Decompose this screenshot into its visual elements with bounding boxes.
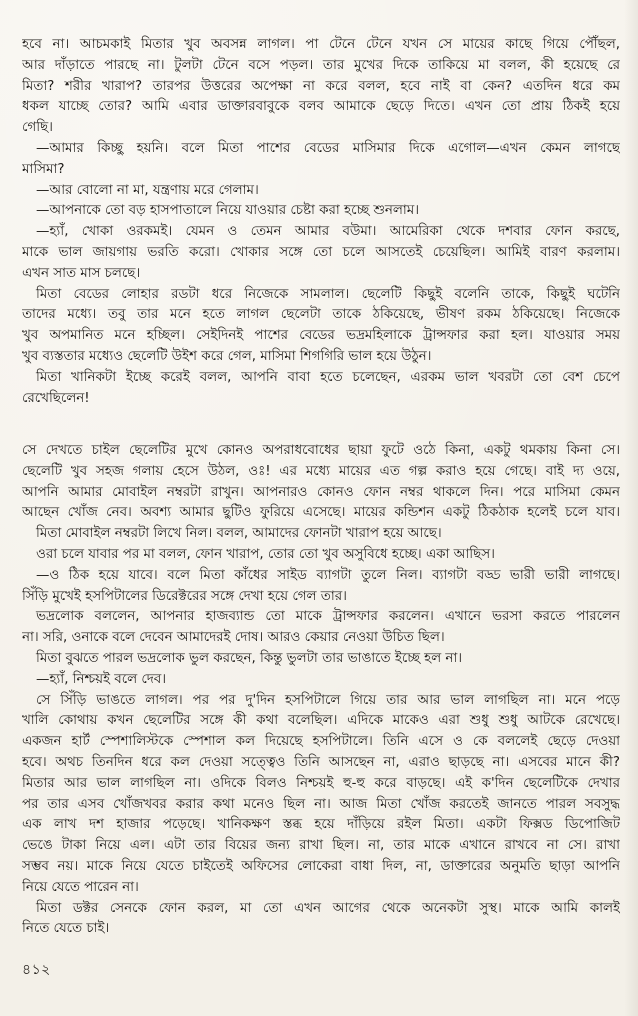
text-line: মিতা ডক্টর সেনকে ফোন করল, মা তো এখন আগের থেকে অনেকটা সুস্থ। মাকে আমি কালই	[36, 900, 620, 916]
text-block-upper	[22, 35, 620, 409]
text-line: —আর বোলো না মা, যন্ত্রণায় মরে গেলাম।	[36, 182, 259, 198]
text-line: রেখেছিলেন!	[22, 390, 90, 406]
text-line: মিতা? শরীর খারাপ? তারপর উত্তরের অপেক্ষা না করে বলল, হবে নাই বা কেন? এতদিন ধরে কম	[22, 78, 620, 94]
text-line: এক লাখ দশ হাজার পড়েছে। খানিকক্ষণ স্তব্ধ হয়ে দাঁড়িয়ে রইল মিতা। একটা ফিক্সড ডিপোজিট	[22, 817, 620, 833]
text-line: ছেলেটি খুব সহজ গলায় হেসে উঠল, ওঃ! এর মধ্যে মায়ের এত গল্প করাও হয়ে গেছে। বাই দ্য ওয়ে,	[22, 463, 620, 479]
text-block-lower	[22, 441, 620, 940]
text-line: মাকে ভাল জায়গায় ভরতি করো। খোকার সঙ্গে তো চলে আসতেই চেয়েছিল। আমিই বারণ করলাম।	[22, 244, 620, 260]
text-line: আছেন খোঁজ নেব। অবশ্য আমার ছুটিও ফুরিয়ে এসেছে। মায়ের কন্ডিশন একটু ঠিকঠাক হলেই চলে যাব।	[22, 505, 620, 521]
text-line: হবে। অথচ তিনদিন ধরে কল দেওয়া সত্ত্বেও তিনি আসছেন না, এরাও ছাড়ছে না। এসবের মানে কী?	[22, 754, 620, 770]
text-line: মিতা বুঝতে পারল ভদ্রলোক ভুল করছেন, কিন্তু ভুলটা তার ভাঙাতে ইচ্ছে হল না।	[36, 650, 463, 666]
text-line: —হ্যাঁ, খোকা ওরকমই। যেমন ও তেমন আমার বউমা। আমেরিকা থেকে দশবার ফোন করছে,	[36, 224, 620, 240]
text-line: সম্ভব নয়। মাকে নিয়ে যেতে চাইতেই অফিসের লোকেরা বাধা দিল, না, ডাক্তারের অনুমতি ছাড়া আপনি	[22, 858, 620, 874]
text-line: মিতা খানিকটা ইচ্ছে করেই বলল, আপনি বাবা হতে চলেছেন, এরকম ভাল খবরটা তো বেশ চেপে	[36, 369, 620, 385]
text-line: তাদের মধ্যে। তবু তার মনে হতে লাগল ছেলেটা তাকে ঠকিয়েছে, ভীষণ রকম ঠকিয়েছে। নিজেকে	[22, 307, 620, 323]
text-line: মিতা মোবাইল নম্বরটা লিখে নিল। বলল, আমাদের ফোনটা খারাপ হয়ে আছে।	[36, 526, 442, 542]
text-line: মিতার আর ভাল লাগছিল না। ওদিকে বিলও নিশ্চয়ই হু-হু করে বাড়ছে। এই ক'দিন ছেলেটিকে দেখার	[22, 775, 620, 791]
text-line: ভদ্রলোক বললেন, আপনার হাজব্যান্ড তো মাকে ট্রান্সফার করলেন। এখানে ভরসা করতে পারলেন	[36, 609, 620, 625]
text-line: গেছি।	[22, 120, 53, 136]
text-line: খালি কোথায় কখন ছেলেটির সঙ্গে কী কথা বলেছিল। এদিকে মাকেও এরা শুধু শুধু আটকে রেখেছে।	[22, 713, 620, 729]
page-edge-shadow	[624, 0, 638, 1016]
text-line: আর দাঁড়াতে পারছে না। টুলটা টেনে বসে পড়ল। তার মুখের দিকে তাকিয়ে মা বলল, কী হয়েছে রে	[22, 57, 620, 73]
text-line: মিতা বেডের লোহার রডটা ধরে নিজেকে সামলাল। ছেলেটি কিছুই বলেনি তাকে, কিছুই ঘটেনি	[36, 286, 620, 302]
text-line: —আমার কিচ্ছু হয়নি। বলে মিতা পাশের বেডের মাসিমার দিকে এগোল—এখন কেমন লাগছে	[36, 140, 620, 156]
text-line: ওরা চলে যাবার পর মা বলল, ফোন খারাপ, তোর তো খুব অসুবিধে হচ্ছে। একা আছিস।	[36, 546, 495, 562]
text-line: সে সিঁড়ি ভাঙতে লাগল। পর পর দু'দিন হসপিটালে গিয়ে তার আর ভাল লাগছিল না। মনে পড়ে	[36, 692, 620, 708]
text-line: হবে না। আচমকাই মিতার খুব অবসন্ন লাগল। পা টেনে টেনে যখন সে মায়ের কাছে গিয়ে পৌঁছল,	[22, 37, 620, 52]
text-line: আপনি আমার মোবাইল নম্বরটা রাখুন। আপনারও কোনও ফোন নম্বর থাকলে দিন। পরে মাসিমা কেমন	[22, 484, 620, 500]
text-line: ধকল যাচ্ছে তোর? আমি এবার ডাক্তারবাবুকে বলব আমাকে ছেড়ে দিতে। এখন তো প্রায় ঠিকই হয়ে	[22, 99, 620, 115]
text-line: সে দেখতে চাইল ছেলেটির মুখে কোনও অপরাধবোধের ছায়া ফুটে ওঠে কিনা, একটু থমকায় কিনা সে।	[22, 443, 620, 458]
text-line: নিতে যেতে চাই।	[22, 921, 110, 937]
text-line: ভেঙে টাকা নিয়ে এল। এটা তার বিয়ের জন্য রাখা ছিল। না, তার মাকে এখানে রাখবে না সে। রাখা	[22, 838, 620, 854]
text-line: এখন সাত মাস চলছে।	[22, 265, 141, 281]
text-line: মাসিমা?	[22, 161, 65, 177]
text-line: একজন হার্ট স্পেশালিস্টকে স্পেশাল কল দিয়েছে হসপিটালে। তিনি এসে ও কে বললেই ছেড়ে দেওয়া	[22, 734, 620, 750]
text-line: খুব অপমানিত মনে হচ্ছিল। সেইদিনই পাশের বেডের ভদ্রমহিলাকে ট্রান্সফার করা হল। যাওয়ার সময়	[22, 328, 620, 344]
text-line: —আপনাকে তো বড় হাসপাতালে নিয়ে যাওয়ার চেষ্টা করা হচ্ছে শুনলাম।	[36, 203, 420, 219]
text-line: —হ্যাঁ, নিশ্চয়ই বলে দেব।	[36, 671, 167, 687]
text-line: সিঁড়ি মুখেই হসপিটালের ডিরেক্টরের সঙ্গে দেখা হয়ে গেল তার।	[22, 588, 347, 604]
text-line: পর তার এসব খোঁজখবর করার কথা মনেও ছিল না। আজ মিতা খোঁজ করতেই জানতে পারল সবসুদ্ধ	[22, 796, 620, 812]
text-line: না। সরি, ওনাকে বলে দেবেন আমাদেরই দোষ। আরও কেয়ার নেওয়া উচিত ছিল।	[22, 630, 445, 646]
page-number: ৪১২	[22, 962, 51, 978]
text-line: —ও ঠিক হয়ে যাবে। বলে মিতা কাঁধের সাইড ব্যাগটা তুলে নিল। ব্যাগটা বড্ড ভারী ভারী লাগছে।	[36, 567, 620, 583]
text-line: খুব ব্যস্ততার মধ্যেও ছেলেটি উইশ করে গেল, মাসিমা শিগগিরি ভাল হয়ে উঠুন।	[22, 348, 432, 364]
text-line: নিয়ে যেতে পারেন না।	[22, 879, 139, 895]
